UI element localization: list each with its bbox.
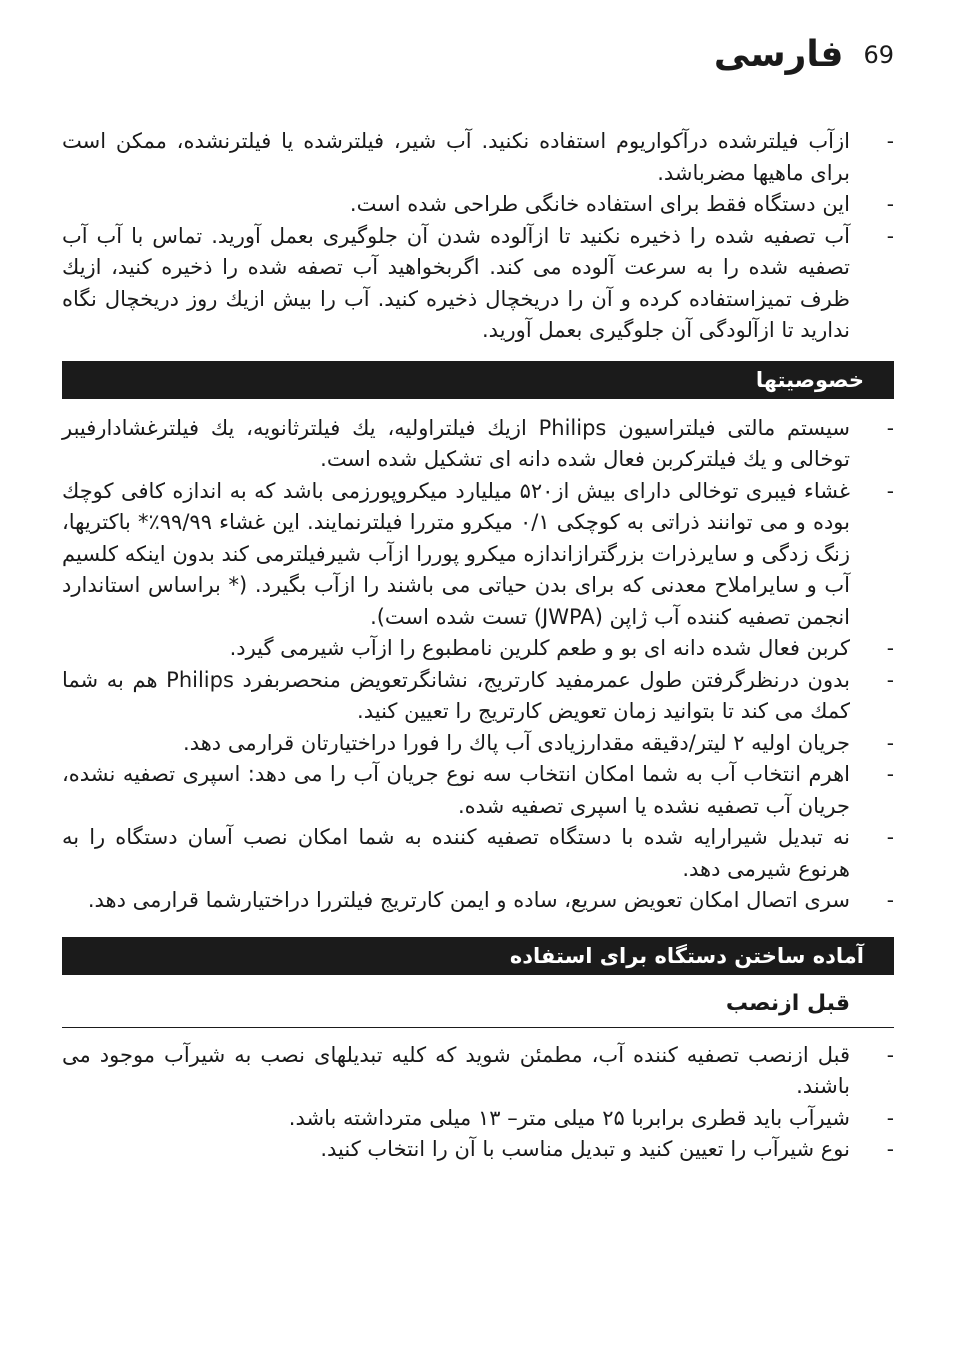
list-item: - قبل ازنصب تصفیه کننده آب، مطمئن شوید که کلیه تبدیلهای نصب به شیرآب موجود می باشند. <box>62 1040 894 1103</box>
page-header <box>62 30 894 80</box>
preparation-bullet-list <box>62 1040 894 1166</box>
section-heading-preparation: آماده ساختن دستگاه برای استفاده <box>62 937 894 975</box>
language-title: فارسی <box>713 34 844 75</box>
page-number: 69 <box>863 41 894 69</box>
features-bullet-list <box>62 413 894 917</box>
list-item: - جریان اولیه ۲ لیتر/دقیقه مقدارزیادی آب پاك را فورا دراختیارتان قرارمی دهد. <box>62 728 894 760</box>
section-heading-features: خصوصیتها <box>62 361 894 399</box>
list-item: - آب تصفیه شده را ذخیره نکنید تا ازآلوده شدن آن جلوگیری بعمل آورید. تماس با آب آب تصفیه شده را به سرعت آلوده می کند. اگربخواهید آب تصفه شده را ذخیره کنید، ازیك ظرف تمیزاستفاده کرده و آن را دریخچال ذخیره کنید. آب را بیش ازیك روز دریخچال نگاه ندارید تا ازآلودگی آن جلوگیری بعمل آورید. <box>62 221 894 347</box>
list-item: - شیرآب باید قطری برابربا ۲۵ میلی متر– ۱۳ میلی مترداشته باشد. <box>62 1103 894 1135</box>
list-item: - نه تبدیل شیرارایه شده با دستگاه تصفیه کننده به شما امکان نصب آسان دستگاه را به هرنوع شیرمی دهد. <box>62 822 894 885</box>
list-item: - ازآب فیلترشده درآکواریوم استفاده نکنید. آب شیر، فیلترشده یا فیلترنشده، ممکن است برای ماهیها مضرباشد. <box>62 126 894 189</box>
manual-page <box>62 30 894 1166</box>
list-item: - این دستگاه فقط برای استفاده خانگی طراحی شده است. <box>62 189 894 221</box>
list-item: - بدون درنظرگرفتن طول عمرمفید کارتریج، نشانگرتعویض منحصربفرد Philips هم به شما کمك می کند تا بتوانید زمان تعویض کارتریج را تعیین کنید. <box>62 665 894 728</box>
list-item: - سری اتصال امکان تعویض سریع، ساده و ایمن کارتریج فیلتررا دراختیارشما قرارمی دهد. <box>62 885 894 917</box>
intro-bullet-list <box>62 126 894 347</box>
list-item: - غشاء فیبری توخالی دارای بیش از۵۲۰ میلیارد میکروپورزمی باشد که به اندازه کافی کوچك بوده و می توانند ذراتی به کوچکی ۰/۱ میکرو متررا فیلترنمایند. این غشاء ۹۹/۹۹٪* باکتریها، زنگ زدگی و سایرذرات بزرگترازاندازه میکرو پوررا ازآب شیرفیلترمی کند بدون اینکه کلسیم آب و سایراملاح معدنی که برای بدن حیاتی می باشند را ازآب بگیرد. (* براساس استاندارد انجمن تصفیه کننده آب ژاپن (JWPA) تست شده است). <box>62 476 894 634</box>
list-item: - کربن فعال شده دانه ای بو و طعم کلرین نامطبوع را ازآب شیرمی گیرد. <box>62 633 894 665</box>
list-item: - سیستم مالتی فیلتراسیون Philips ازیك فیلتراولیه، یك فیلترثانویه، یك فیلترغشادارفیبر توخالی و یك فیلترکربن فعال شده دانه ای تشکیل شده است. <box>62 413 894 476</box>
list-item: - نوع شیرآب را تعیین کنید و تبدیل مناسب با آن را انتخاب کنید. <box>62 1134 894 1166</box>
list-item: - اهرم انتخاب آب به شما امکان انتخاب سه نوع جریان آب را می دهد: اسپری تصفیه نشده، جریان آب تصفیه نشده یا اسپری تصفیه شده. <box>62 759 894 822</box>
subheading-before-installation: قبل ازنصب <box>62 981 894 1028</box>
